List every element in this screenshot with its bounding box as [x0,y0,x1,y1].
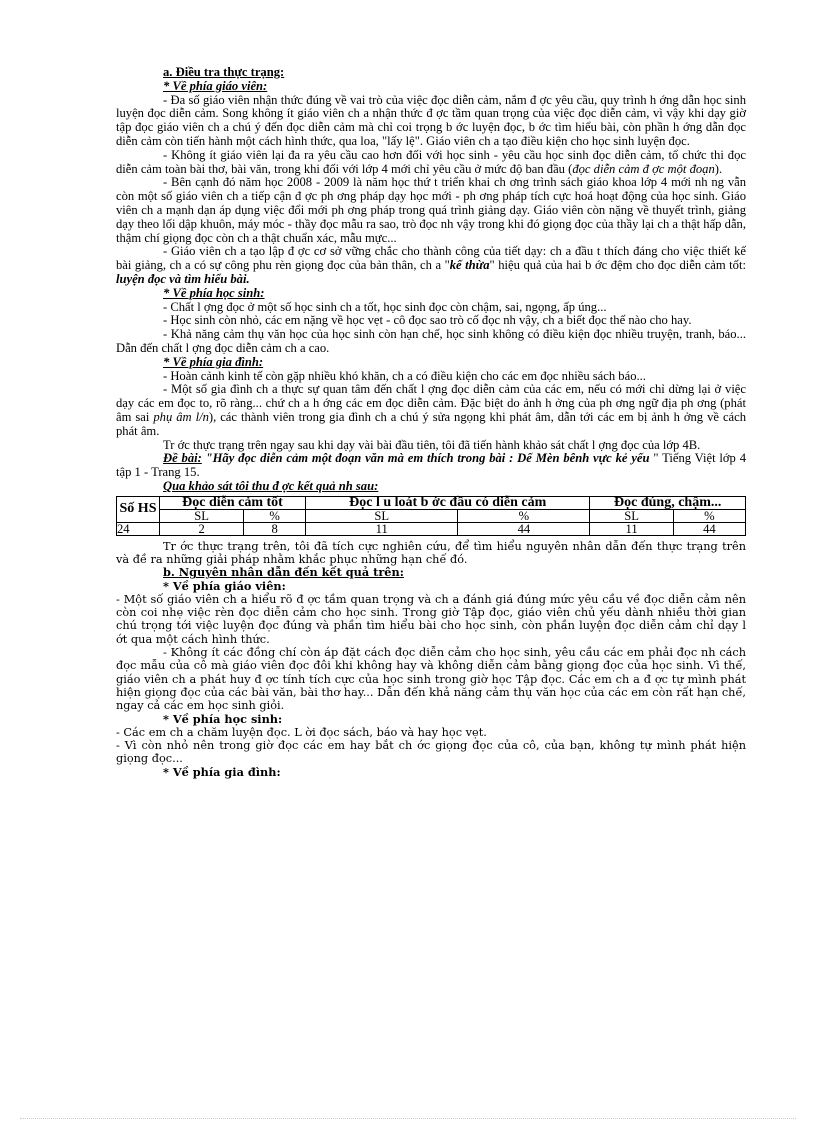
section-a-title: a. Điều tra thực trạng: [163,65,285,79]
sub-pct-1: % [244,509,306,522]
col-doc-dung: Đọc đúng, chậm... [590,496,746,509]
after-table-para: Tr ớc thực trạng trên, tôi đã tích cực nghiên cứu, để tìm hiểu nguyên nhân dẫn đến thực trạng trên và đề ra những giải pháp nhằm khắc phục những hạn chế đó. [116,539,746,566]
heading-student: * Về phía học sinh: [163,285,265,300]
cell: 2 [160,522,244,535]
survey-table [116,496,746,536]
cell: 8 [244,522,306,535]
student-para-2: - Học sinh còn nhỏ, các em nặng về học vẹt - cô đọc sao trò cố đọc nh vậy, ch a biết đọc thế nào cho hay. [163,313,692,328]
col-luu-loat: Đọc l u loát b ớc đầu có diễn cảm [305,496,589,509]
student-para-3: - Khả năng cảm thụ văn học của học sinh còn hạn chế, học sinh không có điều kiện đọc nhiều truyện, tranh, báo... Dẫn đến chất l ợng đọc diễn cảm ch a cao. [116,327,746,355]
cell-so-hs: 24 [117,522,160,535]
heading-family-b: * Về phía gia đình: [163,764,281,779]
cell: 11 [590,522,673,535]
assignment: Đề bài: "Hãy đọc diễn cảm một đoạn văn mà em thích trong bài : Dế Mèn bênh vực kẻ yếu " Tiếng Việt lớp 4 tập 1 - Trang 15. [116,451,746,480]
student-b-para-1: - Các em ch a chăm luyện đọc. L ời đọc sách, báo và hay học vẹt. [116,725,487,739]
section-b [116,540,746,779]
col-doc-tot: Đọc diễn cảm tốt [160,496,306,509]
survey-para: Tr ớc thực trạng trên ngay sau khi dạy vài bài đầu tiên, tôi đã tiến hành khảo sát chất l ợng đọc của lớp 4B. [163,437,701,452]
teacher-para-4: - Giáo viên ch a tạo lập đ ợc cơ sở vững chắc cho thành công của tiết dạy: ch a đầu t thích đáng cho việc thiết kế bài giảng, ch a có sự công phu rèn giọng đọc của bản thân, ch a "kế thừa" hiệu quả của hai b ớc đệm cho đọc diễn cảm tốt: luyện đọc và tìm hiểu bài. [116,244,746,286]
col-so-hs: Số HS [117,496,160,522]
cell: 44 [458,522,590,535]
family-para-1: - Hoàn cảnh kinh tế còn gặp nhiều khó khăn, ch a có điều kiện cho các em đọc nhiều sách báo... [163,368,646,383]
teacher-para-1: - Đa số giáo viên nhận thức đúng về vai trò của việc đọc diễn cảm, nắm đ ợc yêu cầu, quy trình h ớng dẫn học sinh luyện đọc diễn cảm. Song không ít giáo viên ch a nhận thức đ ợc tầm quan trọng của việc đọc diễn cảm, vì vậy khi dạy giờ tập đọc giáo viên ch a chú ý đến đọc diễn cảm mà chỉ coi trọng b ớc luyện đọc, b ớc tìm hiểu bài, còn phần h ớng dẫn đọc diễn cảm còn tiến hành một cách hình thức, qua loa, "lấy lệ". Giáo viên ch a tạo điều kiện cho học sinh luyện đọc. [116,92,746,148]
teacher-para-2: - Không ít giáo viên lại đa ra yêu cầu cao hơn đối với học sinh - yêu cầu học sinh đọc diễn cảm, tổ chức thi đọc diễn cảm toàn bài thơ, bài văn, trong khi đối với lớp 4 mới chỉ yêu cầu ở mức độ ban đầu (đọc diễn cảm đ ợc một đoạn). [116,147,746,176]
heading-teacher-b: * Về phía giáo viên: [163,578,286,593]
teacher-para-3: - Bên cạnh đó năm học 2008 - 2009 là năm học thứ t triển khai ch ơng trình sách giáo khoa lớp 4 mới nh ng vẫn còn một số giáo viên ch a tiếp cận đ ợc ph ơng pháp dạy học mới - ph ơng pháp tích cực hoá hoạt động của học sinh. Giáo viên ch a mạnh dạn áp dụng việc đổi mới ph ơng pháp trong quá trình giảng dạy. Giáo viên còn nặng về thuyết trình, giảng dạy theo lối dập khuôn, máy móc - thầy đọc mẫu ra sao, trò đọc nh vậy trong khi đó giọng đọc của thầy lại ch a thật hấp dẫn, thậm chí giọng đọc còn ch a thật chuẩn xác, mẫu mực... [116,175,746,245]
family-para-2: - Một số gia đình ch a thực sự quan tâm đến chất l ợng đọc diễn cảm của các em, nếu có mới chỉ dừng lại ở việc dạy các em đọc to, rõ ràng... chứ ch a h ớng các em đọc diễn cảm. Đặc biệt do ảnh h ởng của ph ơng ngữ địa ph ơng (phát âm sai phụ âm l/n), các thành viên trong gia đình ch a chú ý sửa ngọng khi phát âm, dẫn tới các em bị ảnh h ởng về cách phát âm. [116,382,747,438]
sub-sl-1: SL [160,509,244,522]
teacher-b-para-1: - Một số giáo viên ch a hiểu rõ đ ợc tầm quan trọng và ch a đánh giá đúng mức yêu cầu về đọc diễn cảm nên còn coi nhẹ việc rèn đọc diễn cảm cho học sinh. Trong giờ Tập đọc, giáo viên chủ yếu dành nhiều thời gian chú trọng tới việc luyện đọc đúng và phần tìm hiểu bài cho học sinh, còn phần luyện đọc diễn cảm chỉ dạy l ớt qua một cách hình thức. [116,592,746,646]
sub-sl-3: SL [590,509,673,522]
section-b-title: b. Nguyên nhân dẫn đến kết quả trên: [163,565,404,580]
sub-pct-3: % [673,509,745,522]
heading-teacher: * Về phía giáo viên: [163,78,268,93]
cell: 11 [305,522,457,535]
result-heading: Qua khảo sát tôi thu đ ợc kết quả nh sau: [163,478,379,493]
table-row [117,522,746,535]
cell: 44 [673,522,745,535]
heading-student-b: * Về phía học sinh: [163,711,283,726]
page-bottom-divider [20,1118,796,1119]
heading-family: * Về phía gia đình: [163,354,264,369]
student-b-para-2: - Vì còn nhỏ nên trong giờ đọc các em hay bắt ch ớc giọng đọc của cô, của bạn, không tự mình phát hiện giọng đọc... [116,739,746,766]
table-header-row [117,496,746,509]
sub-pct-2: % [458,509,590,522]
table-subheader-row [117,509,746,522]
teacher-b-para-2: - Không ít các đồng chí còn áp đặt cách đọc diễn cảm cho học sinh, yêu cầu các em phải đọc nh cách đọc mẫu của cô mà giáo viên đọc đôi khi không hay và không diễn cảm bằng giọng đọc của học sinh. Vì thế, giáo viên ch a phát huy đ ợc tính tích cực của học sinh trong giờ học Tập đọc. Các em ch a đ ợc tự mình phát hiện giọng đọc của các bài văn, bài thơ hay... Dẫn đến khả năng cảm thụ văn học của các em còn rất hạn chế, ngay cả các em học sinh giỏi. [116,646,746,713]
sub-sl-2: SL [305,509,457,522]
document-page [116,66,746,779]
student-para-1: - Chất l ợng đọc ở một số học sinh ch a tốt, học sinh đọc còn chậm, sai, ngọng, ấp úng... [163,299,607,314]
